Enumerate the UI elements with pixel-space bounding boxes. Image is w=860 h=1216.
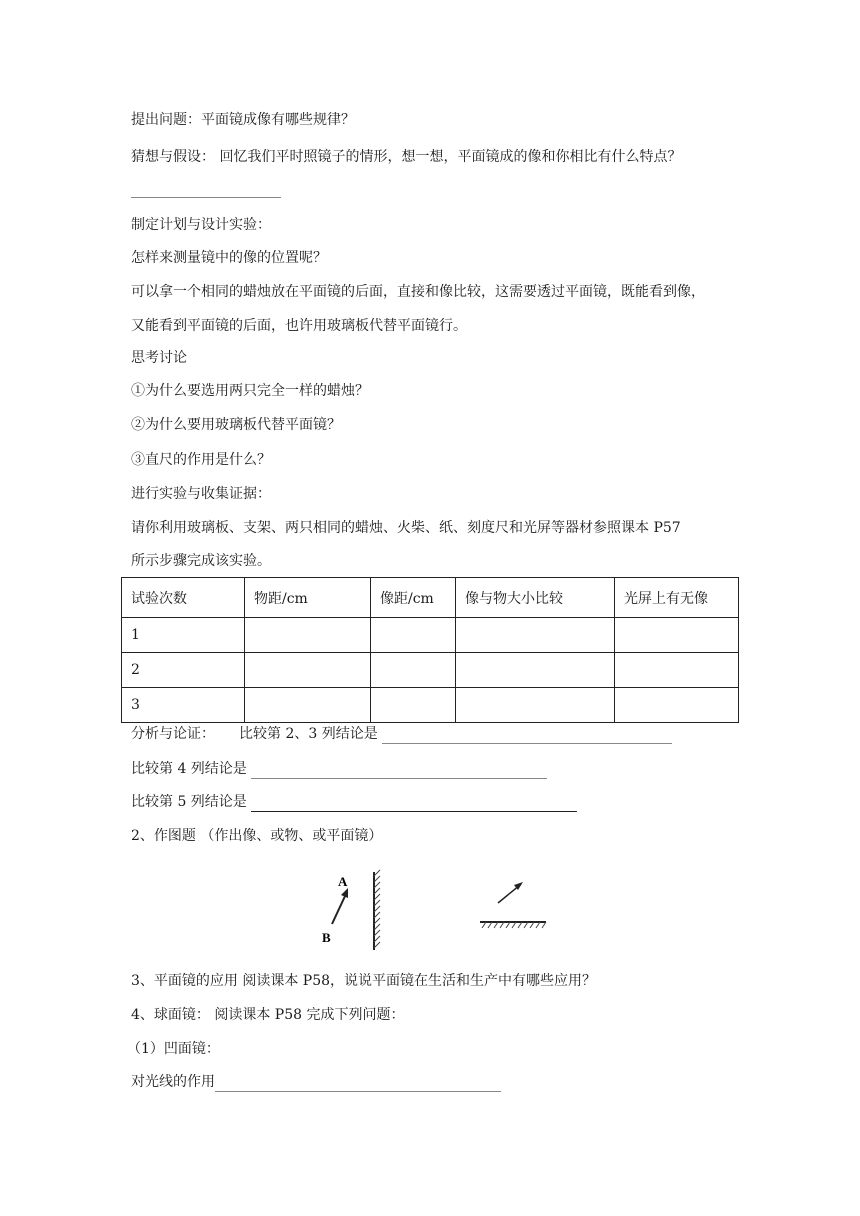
col5-line <box>131 792 577 812</box>
col5-label: 比较第 5 列结论是 <box>131 794 247 810</box>
table-header-cell: 像与物大小比较 <box>456 578 615 618</box>
table-row <box>122 688 739 723</box>
table-cell[interactable] <box>456 688 615 723</box>
discuss-title: 思考讨论 <box>131 350 187 366</box>
table-header-cell: 光屏上有无像 <box>615 578 739 618</box>
table-cell[interactable] <box>615 688 739 723</box>
table-row <box>122 618 739 653</box>
table-cell: 1 <box>122 618 245 653</box>
concave-line: （1）凹面镜： <box>127 1041 220 1057</box>
spherical-line: 4、球面镜： 阅读课本 P58 完成下列问题： <box>131 1007 405 1023</box>
analysis-col23-label: 比较第 2、3 列结论是 <box>239 726 378 742</box>
drawing-title: 2、作图题 （作出像、或物、或平面镜） <box>131 828 383 844</box>
plan-title: 制定计划与设计实验： <box>131 217 271 233</box>
table-cell[interactable] <box>371 618 456 653</box>
table-header-cell: 像距/cm <box>371 578 456 618</box>
light-effect-line <box>131 1072 501 1092</box>
table-cell[interactable] <box>245 618 371 653</box>
table-cell[interactable] <box>371 653 456 688</box>
question-1: ①为什么要选用两只完全一样的蜡烛？ <box>131 383 369 399</box>
object-arrow-shaft <box>332 894 346 924</box>
experiment-title: 进行实验与收集证据： <box>131 486 271 502</box>
answer-blank-col4[interactable] <box>251 762 547 779</box>
table-cell[interactable] <box>615 653 739 688</box>
answer-blank[interactable] <box>131 181 281 198</box>
hypothesis-line: 猜想与假设： 回忆我们平时照镜子的情形，想一想，平面镜成的像和你相比有什么特点？ <box>131 149 682 165</box>
table-header-row <box>122 578 739 618</box>
table-header-cell: 试验次数 <box>122 578 245 618</box>
object-arrow-head <box>341 888 348 898</box>
method-line-1: 可以拿一个相同的蜡烛放在平面镜的后面，直接和像比较，这需要透过平面镜，既能看到像， <box>131 284 705 300</box>
table-cell[interactable] <box>245 688 371 723</box>
question-3: ③直尺的作用是什么？ <box>131 452 271 468</box>
table-cell[interactable] <box>456 618 615 653</box>
analysis-line <box>131 724 672 744</box>
table-cell: 3 <box>122 688 245 723</box>
how-measure-line: 怎样来测量镜中的像的位置呢？ <box>131 250 327 266</box>
label-a: A <box>338 874 348 889</box>
answer-blank-col23[interactable] <box>382 727 672 744</box>
method-line-2: 又能看到平面镜的后面，也许用玻璃板代替平面镜行。 <box>131 318 467 334</box>
application-line: 3、平面镜的应用 阅读课本 P58，说说平面镜在生活和生产中有哪些应用？ <box>131 973 597 989</box>
experiment-table <box>121 577 739 723</box>
label-b: B <box>322 930 331 945</box>
table-cell[interactable] <box>456 653 615 688</box>
table-cell[interactable] <box>615 618 739 653</box>
table-cell[interactable] <box>371 688 456 723</box>
table-cell: 2 <box>122 653 245 688</box>
col4-label: 比较第 4 列结论是 <box>131 761 247 777</box>
experiment-line-2: 所示步骤完成该实验。 <box>131 553 271 569</box>
hypothesis-answer-line[interactable] <box>131 178 281 198</box>
question-line: 提出问题：平面镜成像有哪些规律？ <box>131 112 355 128</box>
light-effect-label: 对光线的作用 <box>131 1074 215 1090</box>
ray-mirror-figure <box>476 876 550 932</box>
experiment-line-1: 请你利用玻璃板、支架、两只相同的蜡烛、火柴、纸、刻度尺和光屏等器材参照课本 P57 <box>131 520 681 536</box>
table-header-cell: 物距/cm <box>245 578 371 618</box>
answer-blank-light-effect[interactable] <box>215 1075 501 1092</box>
table-row <box>122 653 739 688</box>
answer-blank-col5[interactable] <box>251 795 577 812</box>
mirror-arrow-figure <box>310 866 390 952</box>
table-cell[interactable] <box>245 653 371 688</box>
question-2: ②为什么要用玻璃板代替平面镜？ <box>131 417 341 433</box>
analysis-prefix: 分析与论证： <box>131 726 215 742</box>
col4-line <box>131 759 547 779</box>
